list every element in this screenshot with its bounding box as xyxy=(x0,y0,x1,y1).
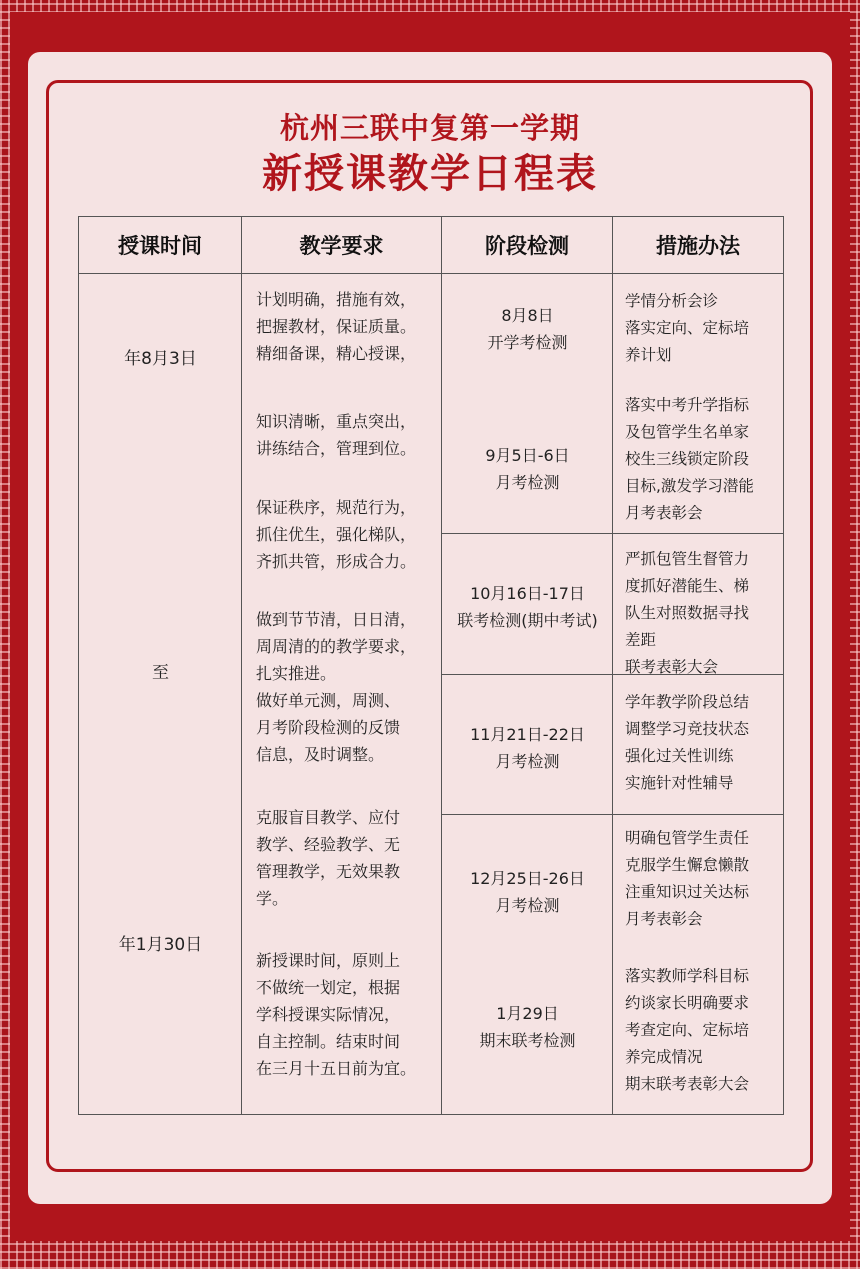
header-checks: 阶段检测 xyxy=(442,217,613,274)
check-3 xyxy=(442,580,613,634)
measure-line: 养完成情况 xyxy=(625,1048,703,1066)
check-5 xyxy=(442,865,613,919)
measure-line: 约谈家长明确要求 xyxy=(625,994,750,1012)
measure-3 xyxy=(625,546,783,681)
check-2 xyxy=(442,442,613,496)
measure-line: 明确包管学生责任 xyxy=(625,829,750,847)
measure-6 xyxy=(625,963,783,1098)
requirement-1: 计划明确，措施有效， 把握教材，保证质量。 精细备课，精心授课， xyxy=(256,290,417,363)
measure-4 xyxy=(625,689,783,797)
measure-cell-4 xyxy=(613,815,784,1115)
requirement-2: 知识清晰，重点突出， 讲练结合，管理到位。 xyxy=(256,412,417,458)
header-measures: 措施办法 xyxy=(613,217,784,274)
time-mid: 至 xyxy=(152,663,169,683)
measure-line: 队生对照数据寻找 xyxy=(625,604,750,622)
check-4-name: 月考检测 xyxy=(495,752,560,771)
measure-line: 学年教学阶段总结 xyxy=(625,693,750,711)
table-row xyxy=(79,274,784,534)
measure-5 xyxy=(625,825,783,933)
check-cell-4 xyxy=(442,815,613,1115)
measure-line: 校生三线锁定阶段 xyxy=(625,450,750,468)
requirements-cell xyxy=(242,274,442,1115)
title-line-1: 杭州三联中复第一学期 xyxy=(279,111,580,145)
measure-line: 期末联考表彰大会 xyxy=(625,1075,750,1093)
measure-line: 强化过关性训练 xyxy=(625,747,734,765)
measure-line: 克服学生懈怠懒散 xyxy=(625,856,750,874)
requirement-4: 做到节节清，日日清， 周周清的的教学要求， 扎实推进。 做好单元测，周测、 月考阶段检测的反馈 信息，及时调整。 xyxy=(256,610,417,764)
measure-line: 及包管学生名单家 xyxy=(625,423,750,441)
check-6-date: 1月29日 xyxy=(496,1004,559,1023)
check-4 xyxy=(442,721,613,775)
measure-line: 学情分析会诊 xyxy=(625,292,719,310)
schedule-table xyxy=(78,216,784,1115)
measure-cell-1 xyxy=(613,274,784,534)
check-cell-3 xyxy=(442,675,613,815)
measure-line: 严抓包管生督管力 xyxy=(625,550,750,568)
check-5-date: 12月25日-26日 xyxy=(470,869,585,888)
measure-line: 差距 xyxy=(625,631,657,649)
table-header-row xyxy=(79,217,784,274)
title-line-2: 新授课教学日程表 xyxy=(262,151,598,197)
check-5-name: 月考检测 xyxy=(495,896,560,915)
header-time: 授课时间 xyxy=(79,217,242,274)
measure-line: 目标,激发学习潜能 xyxy=(625,477,754,495)
measure-line: 度抓好潜能生、梯 xyxy=(625,577,750,595)
check-1-date: 8月8日 xyxy=(501,306,554,325)
measure-2 xyxy=(625,392,783,527)
measure-line: 落实教师学科目标 xyxy=(625,967,750,985)
measure-line: 调整学习竞技状态 xyxy=(625,720,750,738)
measure-line: 月考表彰会 xyxy=(625,504,703,522)
check-2-name: 月考检测 xyxy=(495,473,560,492)
requirement-5: 克服盲目教学、应付 教学、经验教学、无 管理教学，无效果教 学。 xyxy=(256,808,401,908)
measure-line: 注重知识过关达标 xyxy=(625,883,750,901)
measure-line: 落实中考升学指标 xyxy=(625,396,750,414)
check-1 xyxy=(442,302,613,356)
measure-line: 联考表彰大会 xyxy=(625,658,719,676)
check-cell-1 xyxy=(442,274,613,534)
measure-line: 落实定向、定标培 xyxy=(625,319,750,337)
measure-line: 养计划 xyxy=(625,346,672,364)
time-end: 年1月30日 xyxy=(118,935,203,955)
check-6 xyxy=(442,1000,613,1054)
check-4-date: 11月21日-22日 xyxy=(470,725,585,744)
measure-1 xyxy=(625,288,783,369)
check-1-name: 开学考检测 xyxy=(487,333,568,352)
check-cell-2 xyxy=(442,534,613,675)
time-cell xyxy=(79,274,242,1115)
measure-line: 实施针对性辅导 xyxy=(625,774,734,792)
requirement-6: 新授课时间，原则上 不做统一划定，根据 学科授课实际情况， 自主控制。结束时间 在三月十五日前为宜。 xyxy=(256,951,417,1078)
header-requirements: 教学要求 xyxy=(242,217,442,274)
check-6-name: 期末联考检测 xyxy=(479,1031,576,1050)
measure-line: 考查定向、定标培 xyxy=(625,1021,750,1039)
measure-line: 月考表彰会 xyxy=(625,910,703,928)
measure-cell-2 xyxy=(613,534,784,675)
check-2-date: 9月5日-6日 xyxy=(485,446,570,465)
check-3-date: 10月16日-17日 xyxy=(470,584,585,603)
measure-cell-3 xyxy=(613,675,784,815)
requirement-3: 保证秩序，规范行为， 抓住优生，强化梯队， 齐抓共管，形成合力。 xyxy=(256,498,417,571)
check-3-name: 联考检测(期中考试) xyxy=(457,611,598,630)
time-start: 年8月3日 xyxy=(124,349,197,369)
